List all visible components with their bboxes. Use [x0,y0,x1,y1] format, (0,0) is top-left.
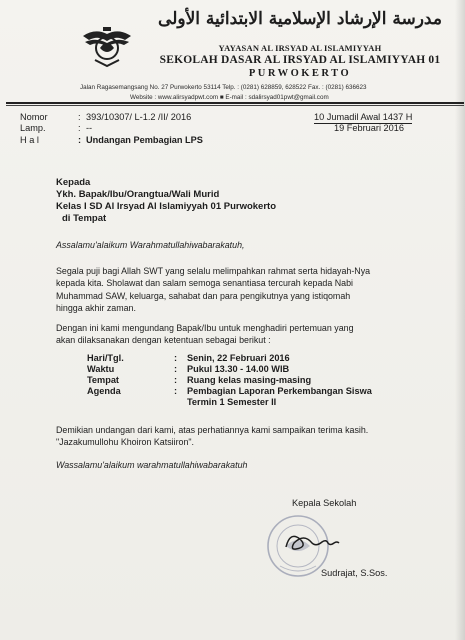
nomor-colon: : [78,112,81,122]
intro-line-3: Muhammad SAW, keluarga, sahabat dan para pengikutnya yang istiqomah [56,290,351,301]
foundation-name: YAYASAN AL IRSYAD AL ISLAMIYYAH [218,43,382,53]
invitation-line-1: Dengan ini kami mengundang Bapak/Ibu untuk menghadiri pertemuan yang [56,323,354,333]
school-address: Jalan Ragasemangsang No. 27 Purwokerto 53114 Telp. : (0281) 628859, 628522 Fax. : (0281) 636623 [80,84,367,91]
schedule-label: Waktu [87,364,115,374]
schedule-colon: : [174,386,178,396]
lamp-colon: : [78,123,81,133]
signature-title: Kepala Sekolah [292,498,357,508]
schedule-colon: : [174,375,178,385]
paragraph-invitation [56,322,446,347]
school-contact: Website : www.alirsyadpwt.com ■ E-mail : sdalirsyad01pwt@gmail.com [130,94,329,101]
letterhead-rule-thin [6,105,464,106]
schedule-label: Tempat [87,375,119,385]
schedule-value: Senin, 22 Februari 2016 [187,353,290,363]
date-gregorian: 19 Februari 2016 [334,123,404,133]
nomor-label: Nomor [20,112,48,122]
schedule-label: Hari/Tgl. [87,353,124,363]
signature-name: Sudrajat, S.Sos. [321,568,388,578]
greeting: Assalamu'alaikum Warahmatullahiwabarakatuh, [56,240,245,250]
schedule-value: Pembagian Laporan Perkembangan Siswa [187,386,372,396]
schedule-value: Ruang kelas masing-masing [187,375,312,385]
hal-label: H a l [20,135,39,145]
paragraph-closing [56,424,446,449]
recipient-line-1: Ykh. Bapak/Ibu/Orangtua/Wali Murid [56,189,220,200]
school-name: SEKOLAH DASAR AL IRSYAD AL ISLAMIYYAH 01 [159,54,441,66]
recipient-kepada: Kepada [56,177,91,188]
intro-line-4: hingga akhir zaman. [56,302,136,313]
hal-value: Undangan Pembagian LPS [86,135,203,145]
closing-line-1: Demikian undangan dari kami, atas perhatiannya kami sampaikan terima kasih. [56,425,369,435]
signature-scribble-icon [282,525,342,555]
school-city: PURWOKERTO [248,68,352,79]
invitation-line-2: akan dilaksanakan dengan ketentuan sebagai berikut : [56,335,271,346]
schedule-colon: : [174,353,178,363]
farewell: Wassalamu'alaikum warahmatullahiwabarakatuh [56,460,248,470]
recipient-line-3: di Tempat [62,213,107,224]
recipient-line-2: Kelas I SD Al Irsyad Al Islamiyyah 01 Purwokerto [56,201,276,212]
lamp-label: Lamp. [20,123,46,133]
schedule-value: Termin 1 Semester II [187,397,277,407]
intro-line-2: kepada kita. Sholawat dan salam semoga senantiasa tercurah kepada Nabi [56,278,354,289]
arabic-school-name: مدرسة الإرشاد الإسلامية الابتدائية الأولى [158,9,442,29]
hal-colon: : [78,135,82,145]
letterhead-rule-thick [6,102,464,104]
intro-line-1: Segala puji bagi Allah SWT yang selalu melimpahkan rahmat serta hidayah-Nya [56,266,371,276]
schedule-colon: : [174,364,178,374]
school-logo-icon [81,24,133,68]
lamp-value: -- [86,123,93,133]
closing-line-2: "Jazakumullohu Khoiron Katsiiron". [56,437,195,448]
nomor-value: 393/10307/ L-1.2 /II/ 2016 [86,112,192,122]
schedule-value: Pukul 13.30 - 14.00 WIB [187,364,290,374]
paragraph-intro [56,265,446,314]
schedule-label: Agenda [87,386,121,396]
date-hijri: 10 Jumadil Awal 1437 H [314,112,413,122]
